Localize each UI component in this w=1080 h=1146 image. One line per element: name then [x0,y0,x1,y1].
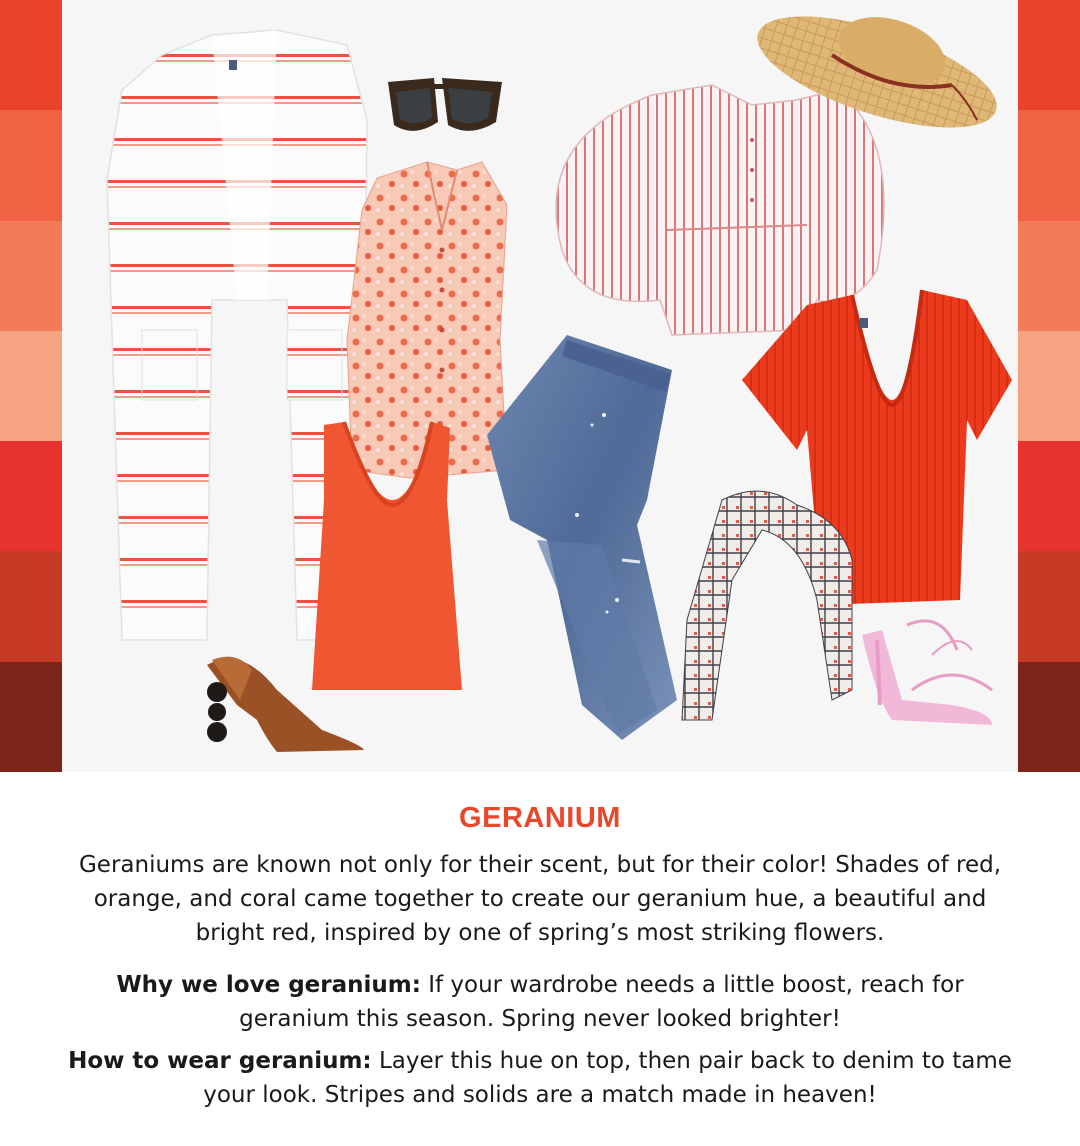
section-title: GERANIUM [459,802,621,834]
swatch-2 [1018,110,1080,220]
why-paragraph [60,968,1020,1036]
why-label: Why we love geranium: [116,972,421,998]
swatch-column-right [1018,0,1080,772]
swatch-6 [1018,551,1080,661]
swatch-3 [0,221,62,331]
swatch-1 [1018,0,1080,110]
intro-paragraph: Geraniums are known not only for their scent, but for their color! Shades of red, orange, and coral came together to create our geranium hue, a beautiful and bright red, inspired by one of spring’s most striking flowers. [78,852,1002,946]
distressed-jeans [487,335,677,740]
swatch-2 [0,110,62,220]
printed-silk-scarf [682,491,852,720]
striped-puff-sleeve-blouse [556,85,884,335]
floral-sleeveless-blouse [347,162,507,478]
swatch-4 [1018,331,1080,441]
sunglasses [388,78,502,131]
swatch-6 [0,551,62,661]
swatch-5 [1018,441,1080,551]
why-text: If your wardrobe needs a little boost, reach for geranium this season. Spring never looked brighter! [239,972,964,1032]
pink-strappy-sandals [862,621,992,725]
swatch-7 [0,662,62,772]
how-paragraph [60,1044,1020,1112]
product-collage [62,0,1018,772]
swatch-4 [0,331,62,441]
content-section [0,772,1080,1146]
swatch-3 [1018,221,1080,331]
swatch-column-left [0,0,62,772]
swatch-1 [0,0,62,110]
swatch-7 [1018,662,1080,772]
how-text: Layer this hue on top, then pair back to denim to tame your look. Stripes and solids are a match made in heaven! [203,1048,1012,1108]
swatch-5 [0,441,62,551]
how-label: How to wear geranium: [68,1048,372,1074]
red-knit-tee [742,290,1012,605]
